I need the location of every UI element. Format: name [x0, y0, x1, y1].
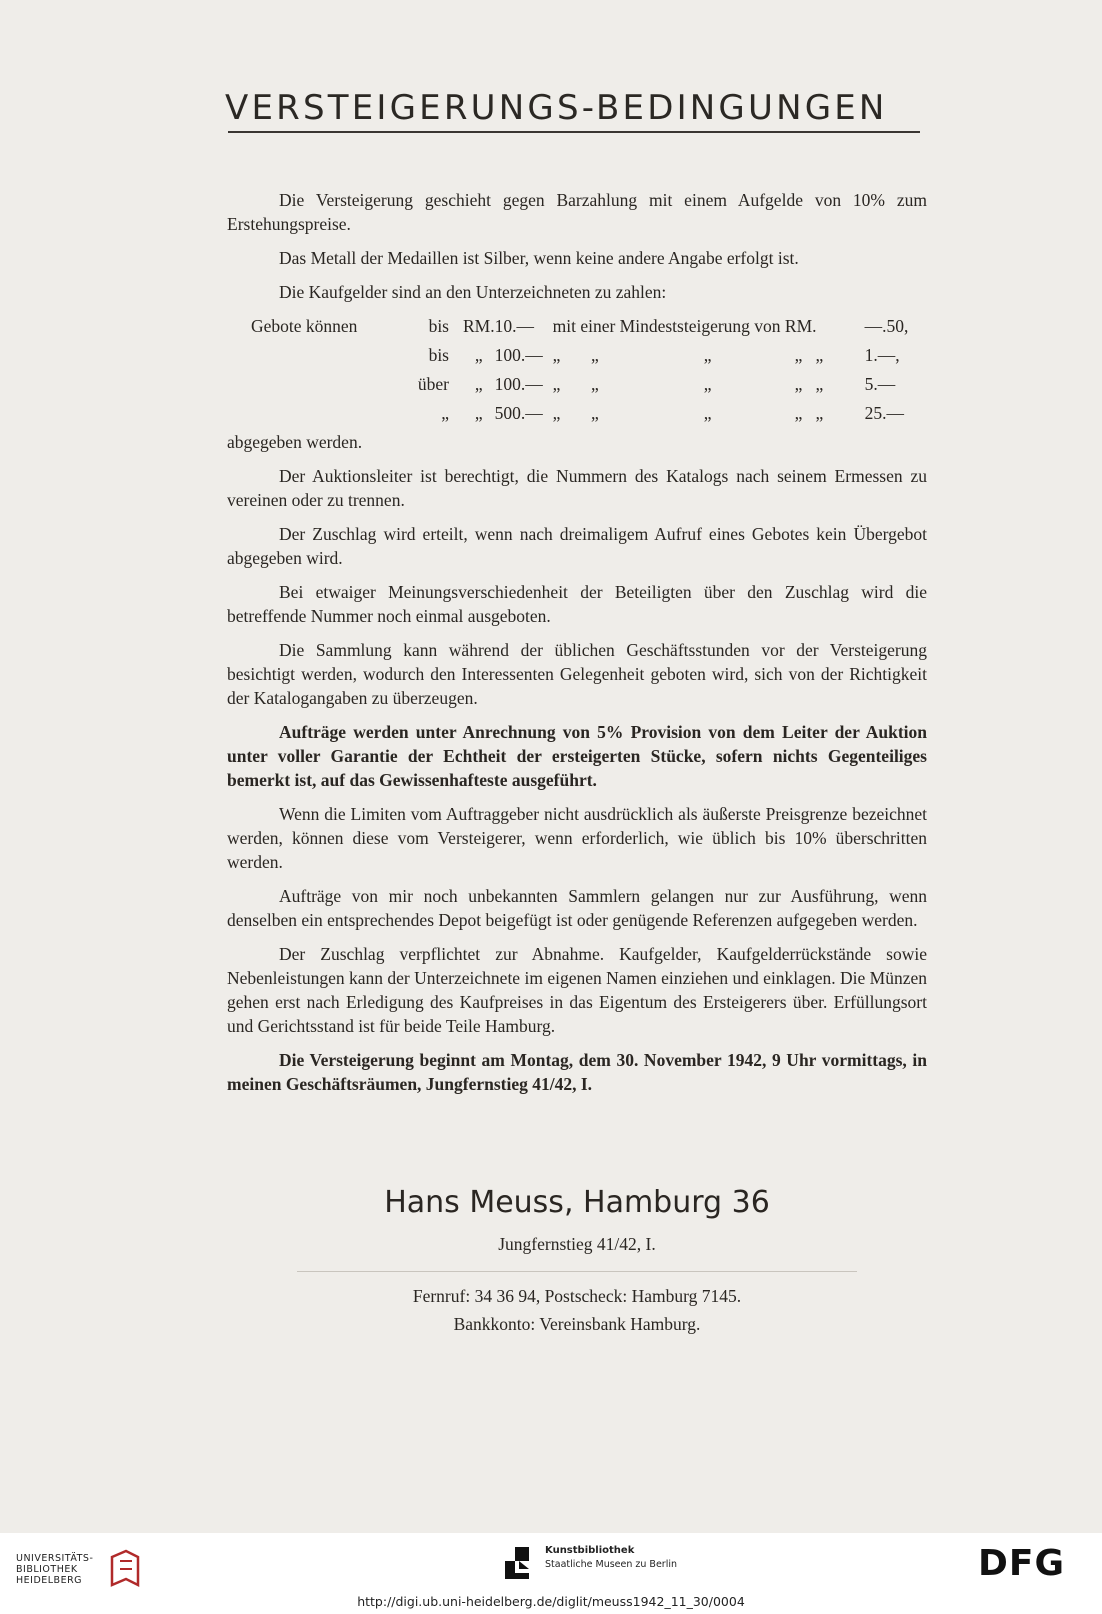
paragraph-payment: Die Kaufgelder sind an den Unterzeichneten zu zahlen:	[279, 282, 667, 302]
table-cell-amount: 100.—	[494, 345, 543, 365]
table-cell-amount: 10.—	[494, 316, 534, 336]
signature-divider	[297, 1271, 857, 1272]
bid-increment-table	[251, 314, 925, 430]
paragraph-commission: Aufträge werden unter Anrechnung von 5% Provision von dem Leiter der Auktion unter voller Garantie der Echtheit der ersteigerten Stücke, sofern nichts Gegenteiliges bemerkt ist, auf das Gewissenhafteste ausgeführt.	[227, 722, 927, 790]
table-cell-increment: 25.—	[864, 403, 904, 423]
paragraph-limits: Wenn die Limiten vom Auftraggeber nicht ausdrücklich als äußerste Preisgrenze bezeichnet werden, können diese vom Versteigerer, wenn erforderlich, wie üblich bis 10% überschritten werden.	[227, 804, 927, 872]
table-cell-text: mit einer Mindeststeigerung von RM.	[552, 316, 817, 336]
kunstbibliothek-icon	[505, 1547, 535, 1579]
paragraph-dispute: Bei etwaiger Meinungsverschiedenheit der Beteiligten über den Zuschlag wird die betreffende Nummer noch einmal ausgeboten.	[227, 582, 927, 626]
table-cell-direction: „	[441, 403, 449, 423]
paragraph-auction-date: Die Versteigerung beginnt am Montag, dem 30. November 1942, 9 Uhr vormittags, in meinen Geschäftsräumen, Jungfernstieg 41/42, I.	[227, 1050, 927, 1094]
conditions-text	[227, 188, 927, 1106]
table-cell-increment: 1.—,	[864, 345, 900, 365]
firm-address: Jungfernstieg 41/42, I.	[498, 1234, 656, 1254]
table-cell-amount: 500.—	[494, 403, 543, 423]
table-cell-text: „ „ „ „ „	[552, 345, 824, 365]
table-row	[251, 372, 925, 401]
table-cell-unit: RM.	[463, 316, 495, 336]
paragraph-metal: Das Metall der Medaillen ist Silber, wenn keine andere Angabe erfolgt ist.	[279, 248, 799, 268]
paragraph-auctioneer: Der Auktionsleiter ist berechtigt, die Nummern des Katalogs nach seinem Ermessen zu vereinen oder zu trennen.	[227, 466, 927, 510]
firm-name: Hans Meuss, Hamburg 36	[384, 1185, 770, 1220]
kunstbibliothek-logo[interactable]	[505, 1545, 705, 1585]
contact-bank: Bankkonto: Vereinsbank Hamburg.	[453, 1314, 701, 1334]
table-cell-text: „ „ „ „ „	[552, 403, 824, 423]
paragraph-surcharge: Die Versteigerung geschieht gegen Barzahlung mit einem Aufgelde von 10% zum Erstehungspreise.	[227, 190, 927, 234]
ub-heidelberg-mark-icon	[108, 1547, 142, 1589]
kunstbibliothek-subtitle: Staatliche Museen zu Berlin	[545, 1559, 678, 1570]
table-cell-increment: —.50,	[864, 316, 909, 336]
table-cell-direction: bis	[428, 316, 449, 336]
table-cell-lead	[251, 372, 401, 401]
table-cell-unit: „	[474, 403, 483, 423]
paragraph-hammer: Der Zuschlag wird erteilt, wenn nach dreimaligem Aufruf eines Gebotes kein Übergebot abgegeben wird.	[227, 524, 927, 568]
kunstbibliothek-name: Kunstbibliothek	[545, 1545, 635, 1556]
paragraph-obligation: Der Zuschlag verpflichtet zur Abnahme. Kaufgelder, Kaufgelderrückstände sowie Nebenleistungen kann der Unterzeichnete im eigenen Namen einziehen und einklagen. Die Münzen gehen erst nach Erledigung des Kaufpreises in das Eigentum des Ersteigerers über. Erfüllungsort und Gerichtsstand ist für beide Teile Hamburg.	[227, 944, 927, 1036]
ub-text-line: UNIVERSITÄTS-	[16, 1553, 94, 1564]
paragraph-viewing: Die Sammlung kann während der üblichen Geschäftsstunden vor der Versteigerung besichtigt werden, wodurch den Interessenten Gelegenheit geboten wird, sich von der Richtigkeit der Katalogangaben zu überzeugen.	[227, 640, 927, 708]
table-row	[251, 343, 925, 372]
table-row	[251, 314, 925, 343]
table-row	[251, 401, 925, 430]
page-url[interactable]: http://digi.ub.uni-heidelberg.de/diglit/meuss1942_11_30/0004	[357, 1594, 745, 1609]
ub-text-line: BIBLIOTHEK	[16, 1564, 78, 1575]
dfg-logo[interactable]: DFG	[978, 1543, 1066, 1584]
signature-block	[227, 1185, 927, 1338]
ub-text-line: HEIDELBERG	[16, 1575, 83, 1586]
table-cell-amount: 100.—	[494, 374, 543, 394]
table-cell-increment: 5.—	[864, 374, 896, 394]
table-cell-lead	[251, 401, 401, 430]
bid-table-closing: abgegeben werden.	[227, 432, 363, 452]
table-cell-direction: über	[417, 374, 449, 394]
contact-phone: Fernruf: 34 36 94, Postscheck: Hamburg 7145.	[412, 1286, 742, 1306]
digitization-footer	[0, 1533, 1102, 1614]
ub-heidelberg-text	[16, 1553, 93, 1586]
page-title: VERSTEIGERUNGS-BEDINGUNGEN	[225, 88, 888, 128]
title-underline	[228, 131, 920, 133]
ub-heidelberg-logo[interactable]	[16, 1545, 136, 1595]
paragraph-deposit: Aufträge von mir noch unbekannten Sammlern gelangen nur zur Ausführung, wenn denselben ein entsprechendes Depot beigefügt ist oder genügende Referenzen aufgegeben werden.	[227, 886, 927, 930]
table-cell-text: „ „ „ „ „	[552, 374, 824, 394]
table-cell-lead: Gebote können	[251, 316, 358, 336]
table-cell-unit: „	[474, 374, 483, 394]
table-cell-direction: bis	[428, 345, 449, 365]
table-cell-unit: „	[474, 345, 483, 365]
table-cell-lead	[251, 343, 401, 372]
